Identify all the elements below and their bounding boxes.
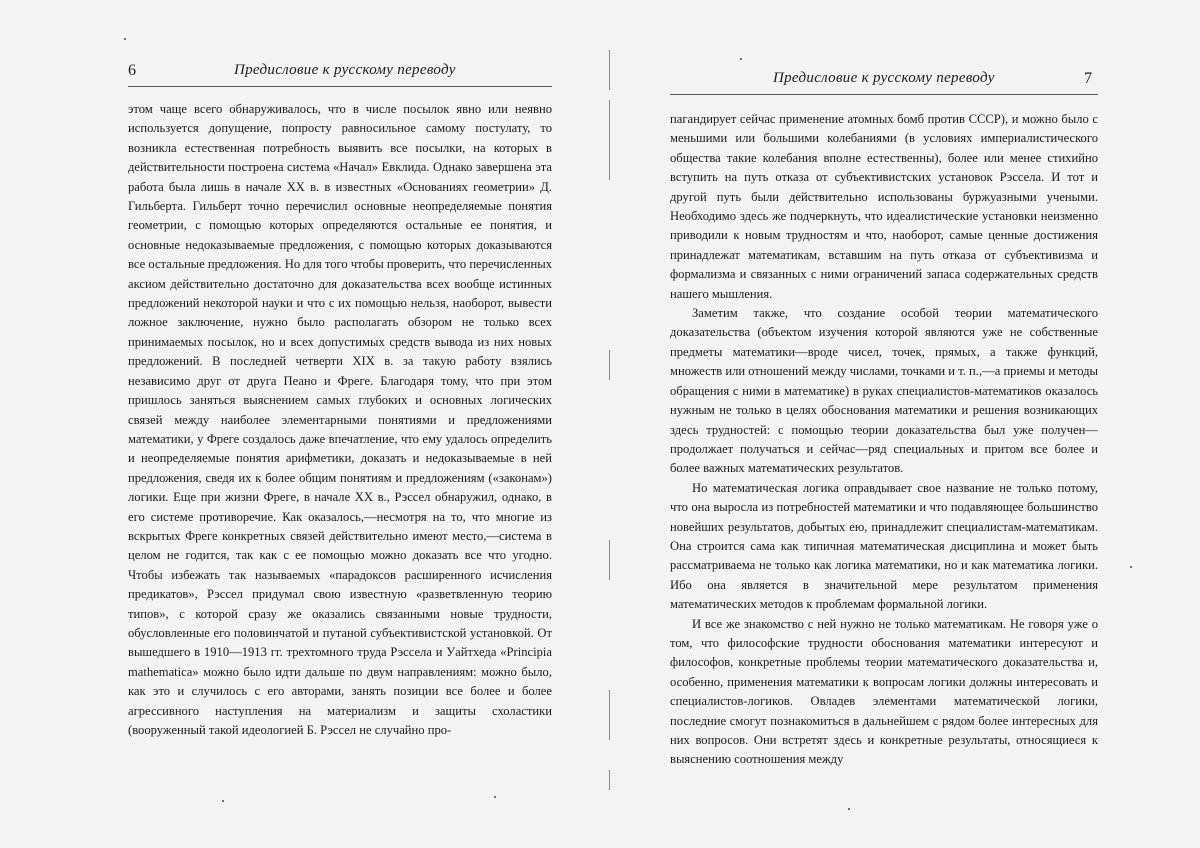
paragraph: пагандирует сейчас применение атомных бомб против СССР), и можно было с меньшими или большими колебаниями (в условиях империалистического общества такие колебания вполне естественны), более или менее стихийно вступить на путь отказа от субъективистских установок Рэссела. И тот и другой путь были действительно использованы буржуазными учеными. Необходимо здесь же подчеркнуть, что идеалистические установки неизменно приводили к новым трудностям и что, наоборот, самые ценные достижения принадлежат математикам, вставшим на путь отказа от субъективизма и формализма и связанных с ними ограничений запаса содержательных средств нашего мышления. (670, 112, 1098, 301)
paragraph: Заметим также, что создание особой теории математического доказательства (объектом изучения которой являются уже не собственные предметы математики—вроде чисел, точек, прямых, а также функций, множеств или отношений между числами, точками и т. п.,—а приемы и методы обращения с ними в математике) в руках специалистов-математиков оказалось нужным не только в целях обоснования математики и решения возникающих здесь трудностей: с помощью теории доказательства был уже получен—продолжает получаться и сейчас—ряд специальных и притом все более и более важных математических результатов. (670, 306, 1098, 476)
running-head: Предисловие к русскому переводу (773, 70, 995, 86)
page-number: 7 (1084, 70, 1092, 87)
right-page (600, 0, 1200, 848)
scan-speck (740, 58, 742, 60)
page-number: 6 (128, 62, 136, 79)
scan-speck (222, 800, 224, 802)
scan-speck (124, 38, 126, 40)
right-page-header (670, 70, 1098, 95)
running-head: Предисловие к русскому переводу (234, 62, 456, 78)
right-page-body (670, 110, 1098, 770)
scan-speck (494, 796, 496, 798)
paragraph: И все же знакомство с ней нужно не только математикам. Не говоря уже о том, что философские трудности обоснования математики интересуют и философов, конкретные проблемы теории математического доказательства и, особенно, применения математики к вопросам логики должны интересовать и специалистов-логиков. Овладев элементами математической логики, последние смогут познакомиться в дальнейшем с рядом более интересных для них вопросов. Они встретят здесь и конкретные результаты, относящиеся к выяснению соотношения между (670, 616, 1098, 767)
left-page-header (128, 62, 552, 87)
scan-speck (1130, 566, 1132, 568)
paragraph: Но математическая логика оправдывает свое название не только потому, что она выросла из потребностей математики и что подавляющее большинство новейших результатов, добытых ею, принадлежит специалистам-математикам. Она строится сама как типичная математическая дисциплина и может быть рассматриваема не только как логика математики, но и как математика логики. Ибо она является в значительной мере результатом применения математических методов к проблемам формальной логики. (670, 480, 1098, 612)
paragraph: этом чаще всего обнаруживалось, что в числе посылок явно или неявно используется допущение, попросту равносильное самому постулату, то возникла естественная потребность выявить все посылки, на которых в действительности построена система «Начал» Евклида. Однако завершена эта работа была лишь в начале XX в. в известных «Основаниях геометрии» Д. Гильберта. Гильберт точно перечислил основные неопределяемые понятия геометрии, с помощью которых определяются остальные ее понятия, и основные недоказываемые предложения, с помощью которых доказываются все остальные предложения. Но для того чтобы проверить, что перечисленных аксиом действительно достаточно для доказательства всех вообще истинных предложений некоторой науки и что с их помощью нельзя, наоборот, вывести ложное заключение, нужно было располагать обзором не только всех принимаемых посылок, но и всех допустимых средств вывода из них новых предложений. В последней четверти XIX в. за такую работу взялись независимо друг от друга Пеано и Фреге. Благодаря тому, что при этом пришлось заняться выяснением самых глубоких и основных логических связей между наиболее элементарными понятиями и предложениями математики, у Фреге создалось даже впечатление, что ему удалось определить и неопределяемые понятия арифметики, доказать и недоказываемые в ней предложения, сведя их к более общим понятиям и предложениям («законам») логики. Еще при жизни Фреге, в начале XX в., Рэссел обнаружил, однако, в его системе противоречие. Как оказалось,—несмотря на то, что многие из вскрытых Фреге конкретных связей действительно имеют место,—система в целом не годится, так как с ее помощью можно доказать все что угодно. Чтобы избежать так называемых «парадоксов расширенного исчисления предикатов», Рэссел придумал свою известную «разветвленную теорию типов», с которой сразу же оказались связанными новые трудности, обусловленные его половинчатой и путаной субъективистской установкой. От вышедшего в 1910—1913 гг. трехтомного труда Рэссела и Уайтхеда «Principia mathematica» можно было идти дальше по двум направлениям: можно было, как это и случилось с его авторами, занять позиции все более и более агрессивного наступления на материализм и защиты схоластики (вооруженный такой идеологией Б. Рэссел не случайно про- (128, 102, 552, 737)
left-page-body (128, 100, 552, 740)
scan-speck (848, 808, 850, 810)
